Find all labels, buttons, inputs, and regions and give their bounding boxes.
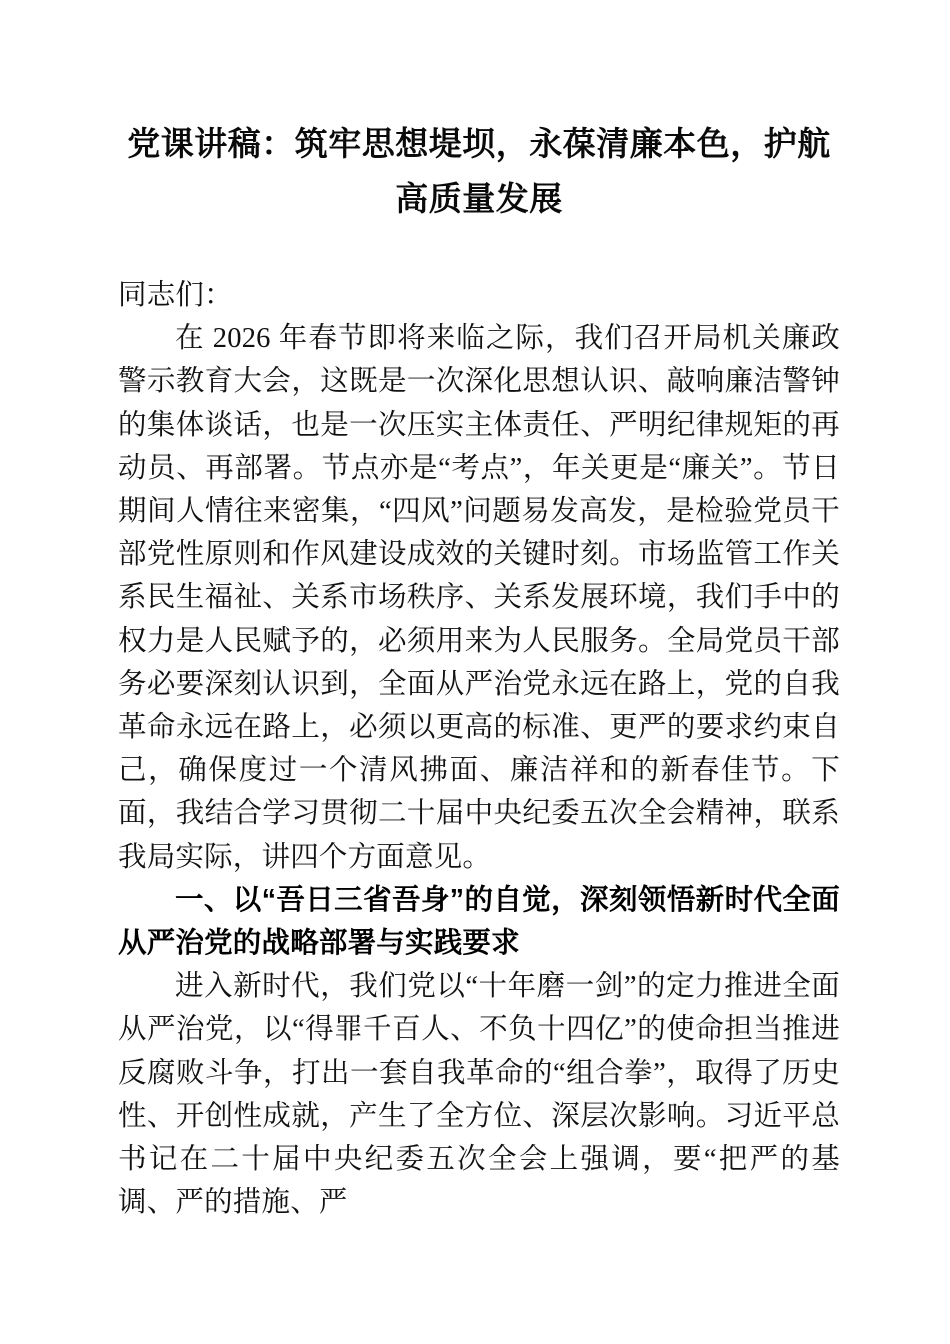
page-title: 党课讲稿：筑牢思想堤坝，永葆清廉本色，护航高质量发展: [127, 127, 831, 218]
section-heading-1: 一、以“吾日三省吾身”的自觉，深刻领悟新时代全面从严治党的战略部署与实践要求: [118, 883, 840, 960]
body-paragraph-2: 进入新时代，我们党以“十年磨一剑”的定力推进全面从严治党，以“得罪千百人、不负十四亿”的使命担当推进反腐败斗争，打出一套自我革命的“组合拳”，取得了历史性、开创性成就，产生了全方位、深层次影响。习近平总书记在二十届中央纪委五次全会上强调，要“把严的基调、严的措施、严: [118, 971, 840, 1219]
body-paragraph-1: 在 2026 年春节即将来临之际，我们召开局机关廉政警示教育大会，这既是一次深化思想认识、敲响廉洁警钟的集体谈话，也是一次压实主体责任、严明纪律规矩的再动员、再部署。节点亦是“考点”，年关更是“廉关”。节日期间人情往来密集，“四风”问题易发高发，是检验党员干部党性原则和作风建设成效的关键时刻。市场监管工作关系民生福祉、关系市场秩序、关系发展环境，我们手中的权力是人民赋予的，必须用来为人民服务。全局党员干部务必要深刻认识到，全面从严治党永远在路上，党的自我革命永远在路上，必须以更高的标准、更严的要求约束自己，确保度过一个清风拂面、廉洁祥和的新春佳节。下面，我结合学习贯彻二十届中央纪委五次全会精神，联系我局实际，讲四个方面意见。: [118, 323, 840, 873]
salutation: 同志们：: [118, 280, 233, 311]
